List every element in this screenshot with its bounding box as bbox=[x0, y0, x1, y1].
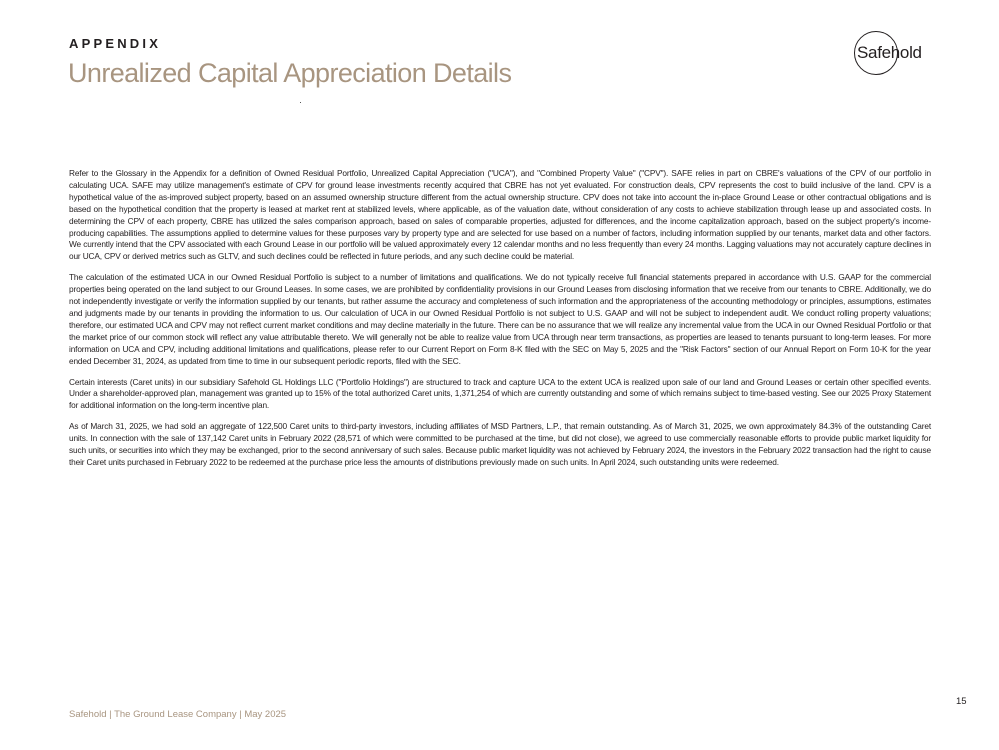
body-text bbox=[69, 168, 931, 478]
page-title: Unrealized Capital Appreciation Details bbox=[68, 58, 512, 88]
paragraph-caret-units: Certain interests (Caret units) in our subsidiary Safehold GL Holdings LLC ("Portfolio Holdings") are structured to track and capture UCA to the extent UCA is realized upon sale of our land and Ground Leases or certain other specified events. Under a shareholder-approved plan, management was granted up to 15% of the total authorized Caret units, 1,371,254 of which are currently outstanding and some of which remains subject to time-based vesting. See our 2025 Proxy Statement for additional information on the long-term incentive plan. bbox=[69, 376, 931, 411]
paragraph-limitations: The calculation of the estimated UCA in our Owned Residual Portfolio is subject to a number of limitations and qualifications. We do not typically receive full financial statements prepared in accordance with U.S. GAAP for the commercial properties being operated on the land subject to our Ground Leases. In some cases, we are prohibited by confidentiality provisions in our Ground Leases from disclosing information that we receive from our tenants to CBRE. Additionally, we do not independently investigate or verify the information supplied by our tenants, but rather assume the accuracy and completeness of such information and the appropriateness of the accounting methodology or principles, assumptions, estimates and judgments made by our tenants in providing the information to us. Our calculation of UCA in our Owned Residual Portfolio is not subject to U.S. GAAP and will not be subject to independent audit. We conduct rolling property valuations; therefore, our estimated UCA and CPV may not reflect current market conditions and may decline materially in the future. There can be no assurance that we will realize any incremental value from the UCA in our Owned Residual Portfolio or that the market price of our common stock will reflect any value attributable thereto. We will generally not be able to realize value from UCA through near term transactions, as properties are leased to tenants pursuant to long-term leases. For more information on UCA and CPV, including additional limitations and qualifications, please refer to our Current Report on Form 8-K filed with the SEC on May 5, 2025 and the "Risk Factors" section of our Annual Report on Form 10-K for the year ended December 31, 2024, as updated from time to time in our subsequent periodic reports, filed with the SEC. bbox=[69, 272, 931, 366]
footer-text: Safehold | The Ground Lease Company | May 2025 bbox=[69, 709, 287, 720]
decorative-dot bbox=[300, 102, 301, 103]
logo-text: Safehold bbox=[857, 43, 922, 62]
section-label: APPENDIX bbox=[69, 36, 162, 51]
paragraph-caret-sales: As of March 31, 2025, we had sold an aggregate of 122,500 Caret units to third-party investors, including affiliates of MSD Partners, L.P., that remain outstanding. As of March 31, 2025, we own approximately 84.3% of the outstanding Caret units. In connection with the sale of 137,142 Caret units in February 2022 (28,571 of which were committed to be purchased at the time, but did not close), we agreed to use commercially reasonable efforts to provide public market liquidity for such units, or securities into which they may be exchanged, prior to the second anniversary of such sales. Because public market liquidity was not achieved by February 2024, the investors in the February 2022 transaction had the right to cause their Caret units purchased in February 2022 to be redeemed at the purchase price less the amounts of distributions previously made on such units. In April 2024, such outstanding units were redeemed. bbox=[69, 421, 931, 467]
safehold-logo bbox=[852, 31, 934, 79]
paragraph-definitions: Refer to the Glossary in the Appendix for a definition of Owned Residual Portfolio, Unrealized Capital Appreciation ("UCA"), and "Combined Property Value" ("CPV"). SAFE relies in part on CBRE's valuations of the CPV of our portfolio in calculating UCA. SAFE may utilize management's estimate of CPV for ground lease investments recently acquired that CBRE has not yet evaluated. For construction deals, CPV represents the cost to build inclusive of the land. CPV is a hypothetical value of the as-improved subject property, based on an assumed ownership structure different from the actual ownership structure. CPV does not take into account the in-place Ground Lease or other contractual obligations and is based on the hypothetical condition that the property is leased at market rent at stabilized levels, where applicable, as of the valuation date, without consideration of any costs to achieve stabilization through lease up and associated costs. In determining the CPV of each property, CBRE has utilized the sales comparison approach, based on sales of comparable properties, adjusted for differences, and the income capitalization approach, based on the subject property's income-producing capabilities. The assumptions applied to determine values for these purposes vary by property type and are selected for use based on a number of factors, including information supplied by our tenants, market data and other factors. We currently intend that the CPV associated with each Ground Lease in our portfolio will be valued approximately every 12 calendar months and no less frequently than every 24 months. Lagging valuations may not accurately capture declines in our UCA, CPV or derived metrics such as GLTV, and such declines could be reflected in future periods, and any such decline could be material. bbox=[69, 168, 931, 262]
page-number: 15 bbox=[956, 696, 967, 707]
